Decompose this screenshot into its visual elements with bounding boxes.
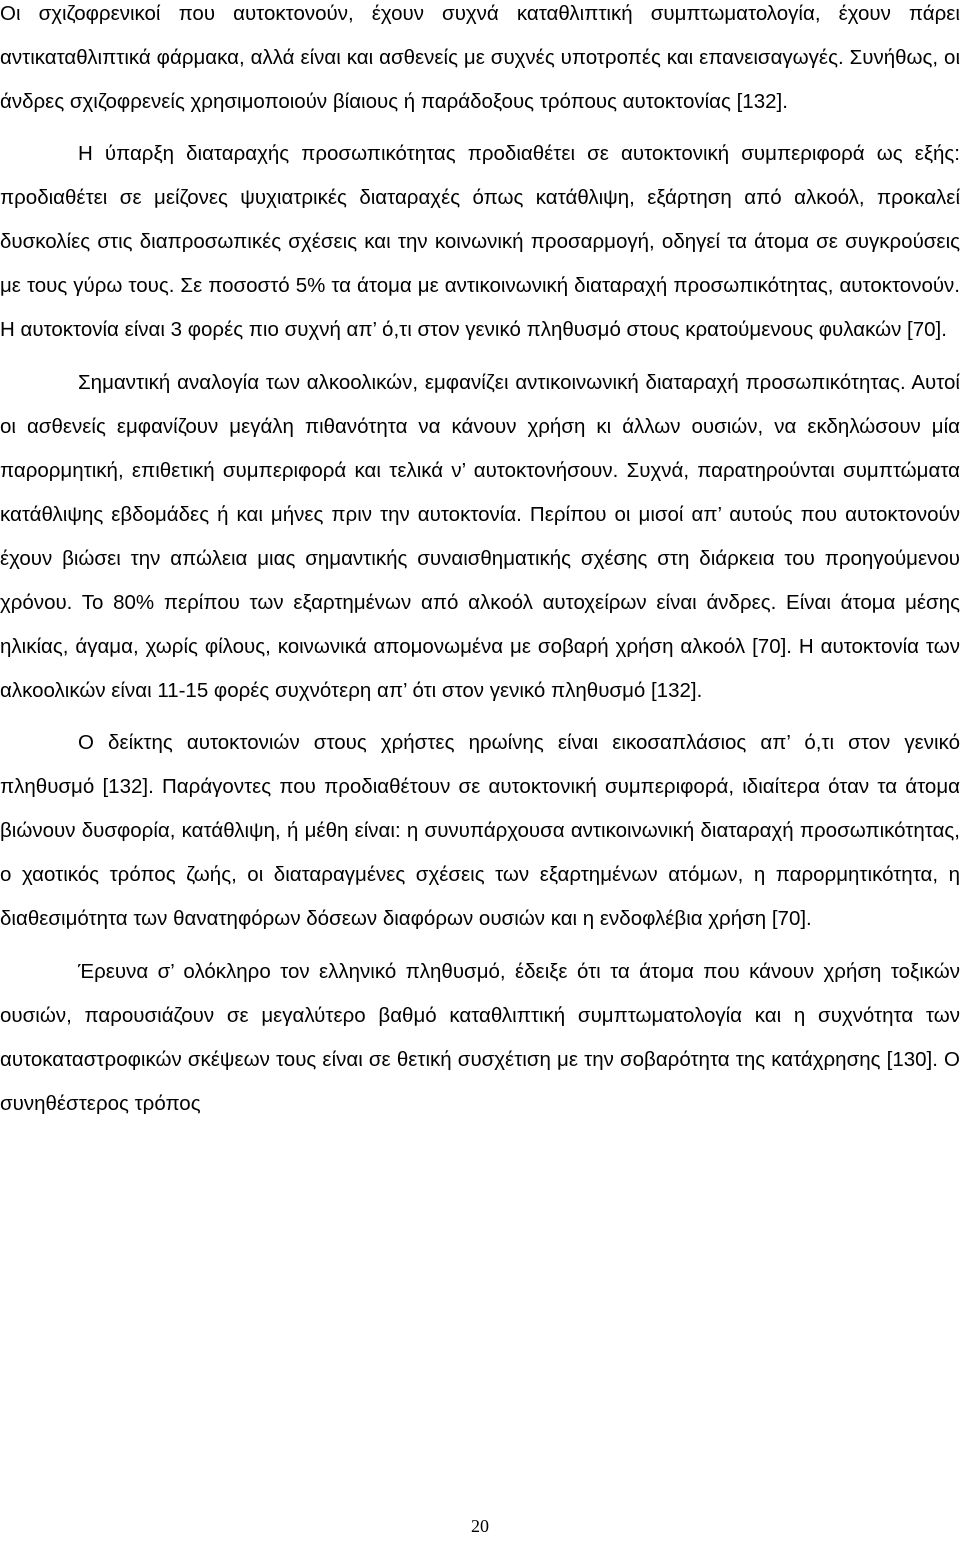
paragraph-alcoholics: Σημαντική αναλογία των αλκοολικών, εμφανίζει αντικοινωνική διαταραχή προσωπικότητας. Αυτοί οι ασθενείς εμφανίζουν μεγάλη πιθανότητα να κάνουν χρήση κι άλλων ουσιών, να εκδηλώσουν μία παρορμητική, επιθετική συμπεριφορά και τελικά ν’ αυτοκτονήσουν. Συχνά, παρατηρούνται συμπτώματα κατάθλιψης εβδομάδες ή και μήνες πριν την αυτοκτονία. Περίπου οι μισοί απ’ αυτούς που αυτοκτονούν έχουν βιώσει την απώλεια μιας σημαντικής συναισθηματικής σχέσης στη διάρκεια του προηγούμενου χρόνου. Το 80% περίπου των εξαρτημένων από αλκοόλ αυτοχείρων είναι άνδρες. Είναι άτομα μέσης ηλικίας, άγαμα, χωρίς φίλους, κοινωνικά απομονωμένα με σοβαρή χρήση αλκοόλ [70]. Η αυτοκτονία των αλκοολικών είναι 11-15 φορές συχνότερη απ’ ότι στον γενικό πληθυσμό [132]. [0, 370, 960, 702]
paragraph-schizophrenia: Οι σχιζοφρενικοί που αυτοκτονούν, έχουν συχνά καταθλιπτική συμπτωματολογία, έχουν πάρει αντικαταθλιπτικά φάρμακα, αλλά είναι και ασθενείς με συχνές υποτροπές και επανεισαγωγές. Συνήθως, οι άνδρες σχιζοφρενείς χρησιμοποιούν βίαιους ή παράδοξους τρόπους αυτοκτονίας [132]. [0, 2, 960, 113]
paragraph-heroin-users: Ο δείκτης αυτοκτονιών στους χρήστες ηρωίνης είναι εικοσαπλάσιος απ’ ό,τι στον γενικό πληθυσμό [132]. Παράγοντες που προδιαθέτουν σε αυτοκτονική συμπεριφορά, ιδιαίτερα όταν τα άτομα βιώνουν δυσφορία, κατάθλιψη, ή μέθη είναι: η συνυπάρχουσα αντικοινωνική διαταραχή προσωπικότητας, ο χαοτικός τρόπος ζωής, οι διαταραγμένες σχέσεις των εξαρτημένων ατόμων, η παρορμητικότητα, η διαθεσιμότητα των θανατηφόρων δόσεων διαφόρων ουσιών και η ενδοφλέβια χρήση [70]. [0, 731, 960, 931]
paragraph-greek-study: Έρευνα σ’ ολόκληρο τον ελληνικό πληθυσμό, έδειξε ότι τα άτομα που κάνουν χρήση τοξικών ουσιών, παρουσιάζουν σε μεγαλύτερο βαθμό καταθλιπτική συμπτωματολογία και η συχνότητα των αυτοκαταστροφικών σκέψεων τους είναι σε θετική συσχέτιση με την σοβαρότητα της κατάχρησης [130]. Ο συνηθέστερος τρόπος [0, 959, 960, 1115]
paragraph-personality-disorder: Η ύπαρξη διαταραχής προσωπικότητας προδιαθέτει σε αυτοκτονική συμπεριφορά ως εξής: προδιαθέτει σε μείζονες ψυχιατρικές διαταραχές όπως κατάθλιψη, εξάρτηση από αλκοόλ, προκαλεί δυσκολίες στις διαπροσωπικές σχέσεις και την κοινωνική προσαρμογή, οδηγεί τα άτομα σε συγκρούσεις με τους γύρω τους. Σε ποσοστό 5% τα άτομα με αντικοινωνική διαταραχή προσωπικότητας, αυτοκτονούν. Η αυτοκτονία είναι 3 φορές πιο συχνή απ’ ό,τι στον γενικό πληθυσμό στους κρατούμενους φυλακών [70]. [0, 142, 960, 342]
page-number: 20 [471, 1516, 489, 1536]
